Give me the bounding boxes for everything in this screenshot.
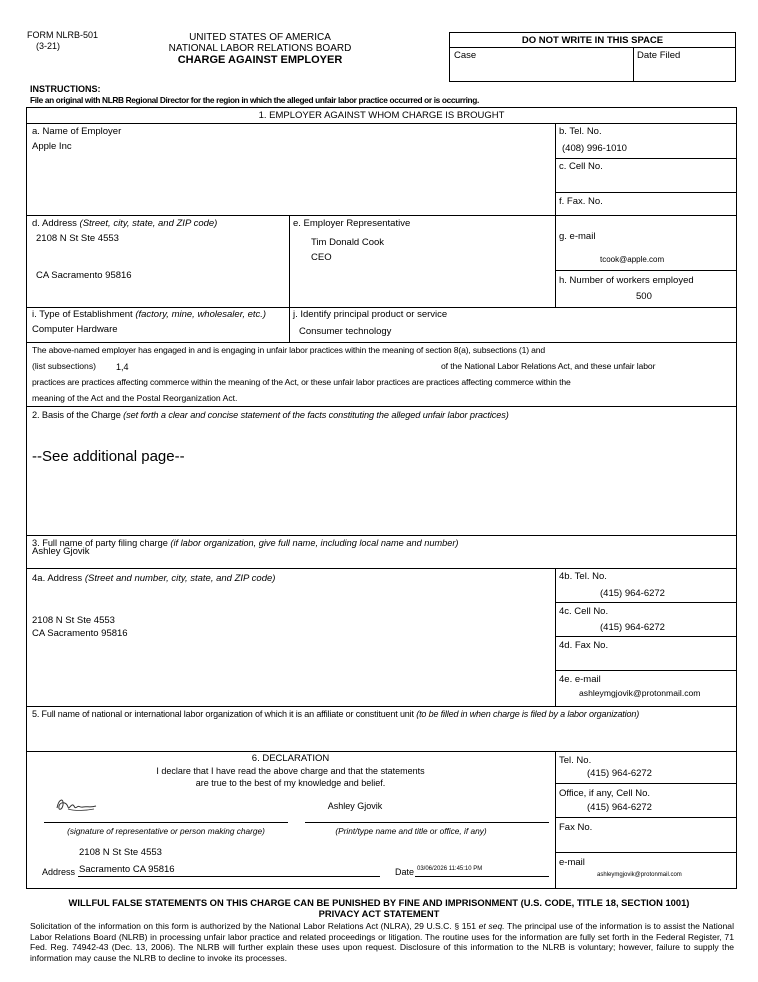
print-name-caption: (Print/type name and title or office, if any) [335, 826, 487, 836]
employer-email[interactable]: tcook@apple.com [600, 255, 665, 264]
date-label: Date [395, 867, 415, 877]
agency-line2: NATIONAL LABOR RELATIONS BOARD [168, 43, 352, 54]
statement-line2: of the National Labor Relations Act, and these unfair labor [441, 361, 656, 371]
declaration-date[interactable]: 03/06/2026 11:45:10 PM [417, 866, 483, 872]
employer-tel[interactable]: (408) 996-1010 [562, 143, 627, 154]
declarant-office-cell-label: Office, if any, Cell No. [559, 788, 650, 799]
instructions-text: File an original with NLRB Regional Director for the region in which the alleged unfair labor practice occurred or is occurring. [30, 95, 479, 105]
employer-rep-title[interactable]: CEO [311, 252, 332, 263]
product-label: j. Identify principal product or service [293, 309, 448, 320]
declarant-email-label: e-mail [559, 857, 585, 868]
instructions-title: INSTRUCTIONS: [30, 84, 101, 94]
basis-label: 2. Basis of the Charge (set forth a clear and concise statement of the facts constituting the alleged unfair labor practices) [32, 410, 509, 420]
date-filed-label: Date Filed [637, 50, 681, 61]
employer-address-line1[interactable]: 2108 N St Ste 4553 [36, 233, 119, 244]
form-revision: (3-21) [36, 41, 61, 51]
declarant-address-line2[interactable]: Sacramento CA 95816 [79, 864, 175, 875]
declarant-fax-label: Fax No. [559, 822, 593, 833]
employer-email-label: g. e-mail [559, 231, 596, 242]
office-use-box [449, 32, 736, 82]
declarant-office-cell[interactable]: (415) 964-6272 [587, 802, 652, 813]
declarant-address-label: Address [42, 867, 76, 877]
declaration-line2: are true to the best of my knowledge and belief. [195, 778, 386, 788]
privacy-act-title: PRIVACY ACT STATEMENT [318, 908, 440, 919]
privacy-act-statement: Solicitation of the information on this form is authorized by the National Labor Relations Act (NLRA), 29 U.S.C. § 151 et seq. The principal use of the information is to assist the National Labor Relations Board (NLRB) in processing unfair labor practice and related proceedings or litigation. The routine uses for the information are fully set forth in the Federal Register, 71 Fed. Reg. 74942-43 (Dec. 13, 2006). The NLRB will further explain these uses upon request. Disclosure of this information to the NLRB is voluntary; however, failure to supply the information may cause the NLRB to decline to invoke its processes. [30, 921, 734, 963]
filer-tel[interactable]: (415) 964-6272 [600, 588, 665, 599]
filer-email[interactable]: ashleymgjovik@protonmail.com [579, 688, 701, 698]
employer-tel-label: b. Tel. No. [559, 126, 602, 137]
establishment-label: i. Type of Establishment (factory, mine, wholesaler, etc.) [32, 309, 267, 320]
employer-name-label: a. Name of Employer [32, 126, 122, 137]
workers-count[interactable]: 500 [636, 291, 652, 302]
employer-cell-label: c. Cell No. [559, 161, 603, 172]
filer-cell[interactable]: (415) 964-6272 [600, 622, 665, 633]
product-service[interactable]: Consumer technology [299, 326, 392, 337]
declarant-email[interactable]: ashleymgjovik@protonmail.com [597, 872, 682, 878]
employer-rep-label: e. Employer Representative [293, 218, 411, 229]
case-label: Case [454, 50, 477, 61]
statement-subsections[interactable]: 1,4 [116, 362, 129, 372]
form-title: CHARGE AGAINST EMPLOYER [177, 54, 343, 66]
declarant-address-line1[interactable]: 2108 N St Ste 4553 [79, 847, 162, 858]
signature-caption: (signature of representative or person making charge) [67, 826, 265, 836]
statement-line3: practices are practices affecting commerce within the meaning of the Act, or these unfair labor practices are practices affecting commerce within the [32, 377, 571, 387]
employer-address-label: d. Address (Street, city, state, and ZIP code) [32, 218, 218, 229]
employer-address-line2[interactable]: CA Sacramento 95816 [36, 270, 132, 281]
form-number: FORM NLRB-501 [27, 30, 99, 40]
filer-address-line2[interactable]: CA Sacramento 95816 [32, 628, 128, 639]
workers-label: h. Number of workers employed [559, 275, 694, 286]
office-use-title: DO NOT WRITE IN THIS SPACE [521, 35, 664, 46]
filer-cell-label: 4c. Cell No. [559, 606, 609, 617]
declaration-title: 6. DECLARATION [251, 753, 330, 764]
employer-fax-label: f. Fax. No. [559, 196, 603, 207]
basis-content[interactable]: --See additional page-- [32, 448, 185, 465]
declarant-printed-name[interactable]: Ashley Gjovik [327, 801, 383, 811]
declarant-tel[interactable]: (415) 964-6272 [587, 768, 652, 779]
filer-address-line1[interactable]: 2108 N St Ste 4553 [32, 615, 115, 626]
statement-line1: The above-named employer has engaged in and is engaging in unfair labor practices within the meaning of section 8(a), subsections (1) and [32, 345, 546, 355]
establishment-type[interactable]: Computer Hardware [32, 324, 118, 335]
labor-org-label: 5. Full name of national or international labor organization of which it is an affiliate or constituent unit (to be filled in when charge is filed by a labor organization) [32, 709, 640, 719]
declaration-line1: I declare that I have read the above charge and that the statements [156, 766, 425, 776]
filer-name[interactable]: Ashley Gjovik [32, 546, 90, 557]
declarant-tel-label: Tel. No. [559, 755, 592, 766]
false-statement-warning: WILLFUL FALSE STATEMENTS ON THIS CHARGE CAN BE PUNISHED BY FINE AND IMPRISONMENT (U.S. CODE, TITLE 18, SECTION 1001) [68, 897, 690, 908]
filer-name-label: 3. Full name of party filing charge (if labor organization, give full name, including local name and number) [32, 538, 459, 548]
agency-line1: UNITED STATES OF AMERICA [189, 32, 331, 43]
employer-rep-name[interactable]: Tim Donald Cook [311, 237, 385, 248]
filer-email-label: 4e. e-mail [559, 674, 601, 685]
filer-address-label: 4a. Address (Street and number, city, state, and ZIP code) [32, 573, 276, 584]
filer-tel-label: 4b. Tel. No. [559, 571, 607, 582]
employer-name[interactable]: Apple Inc [32, 141, 72, 152]
section1-title: 1. EMPLOYER AGAINST WHOM CHARGE IS BROUGHT [258, 110, 505, 121]
statement-line4: meaning of the Act and the Postal Reorganization Act. [32, 393, 238, 403]
signature-image [54, 796, 100, 814]
filer-fax-label: 4d. Fax No. [559, 640, 609, 651]
statement-list-label: (list subsections) [32, 361, 96, 371]
